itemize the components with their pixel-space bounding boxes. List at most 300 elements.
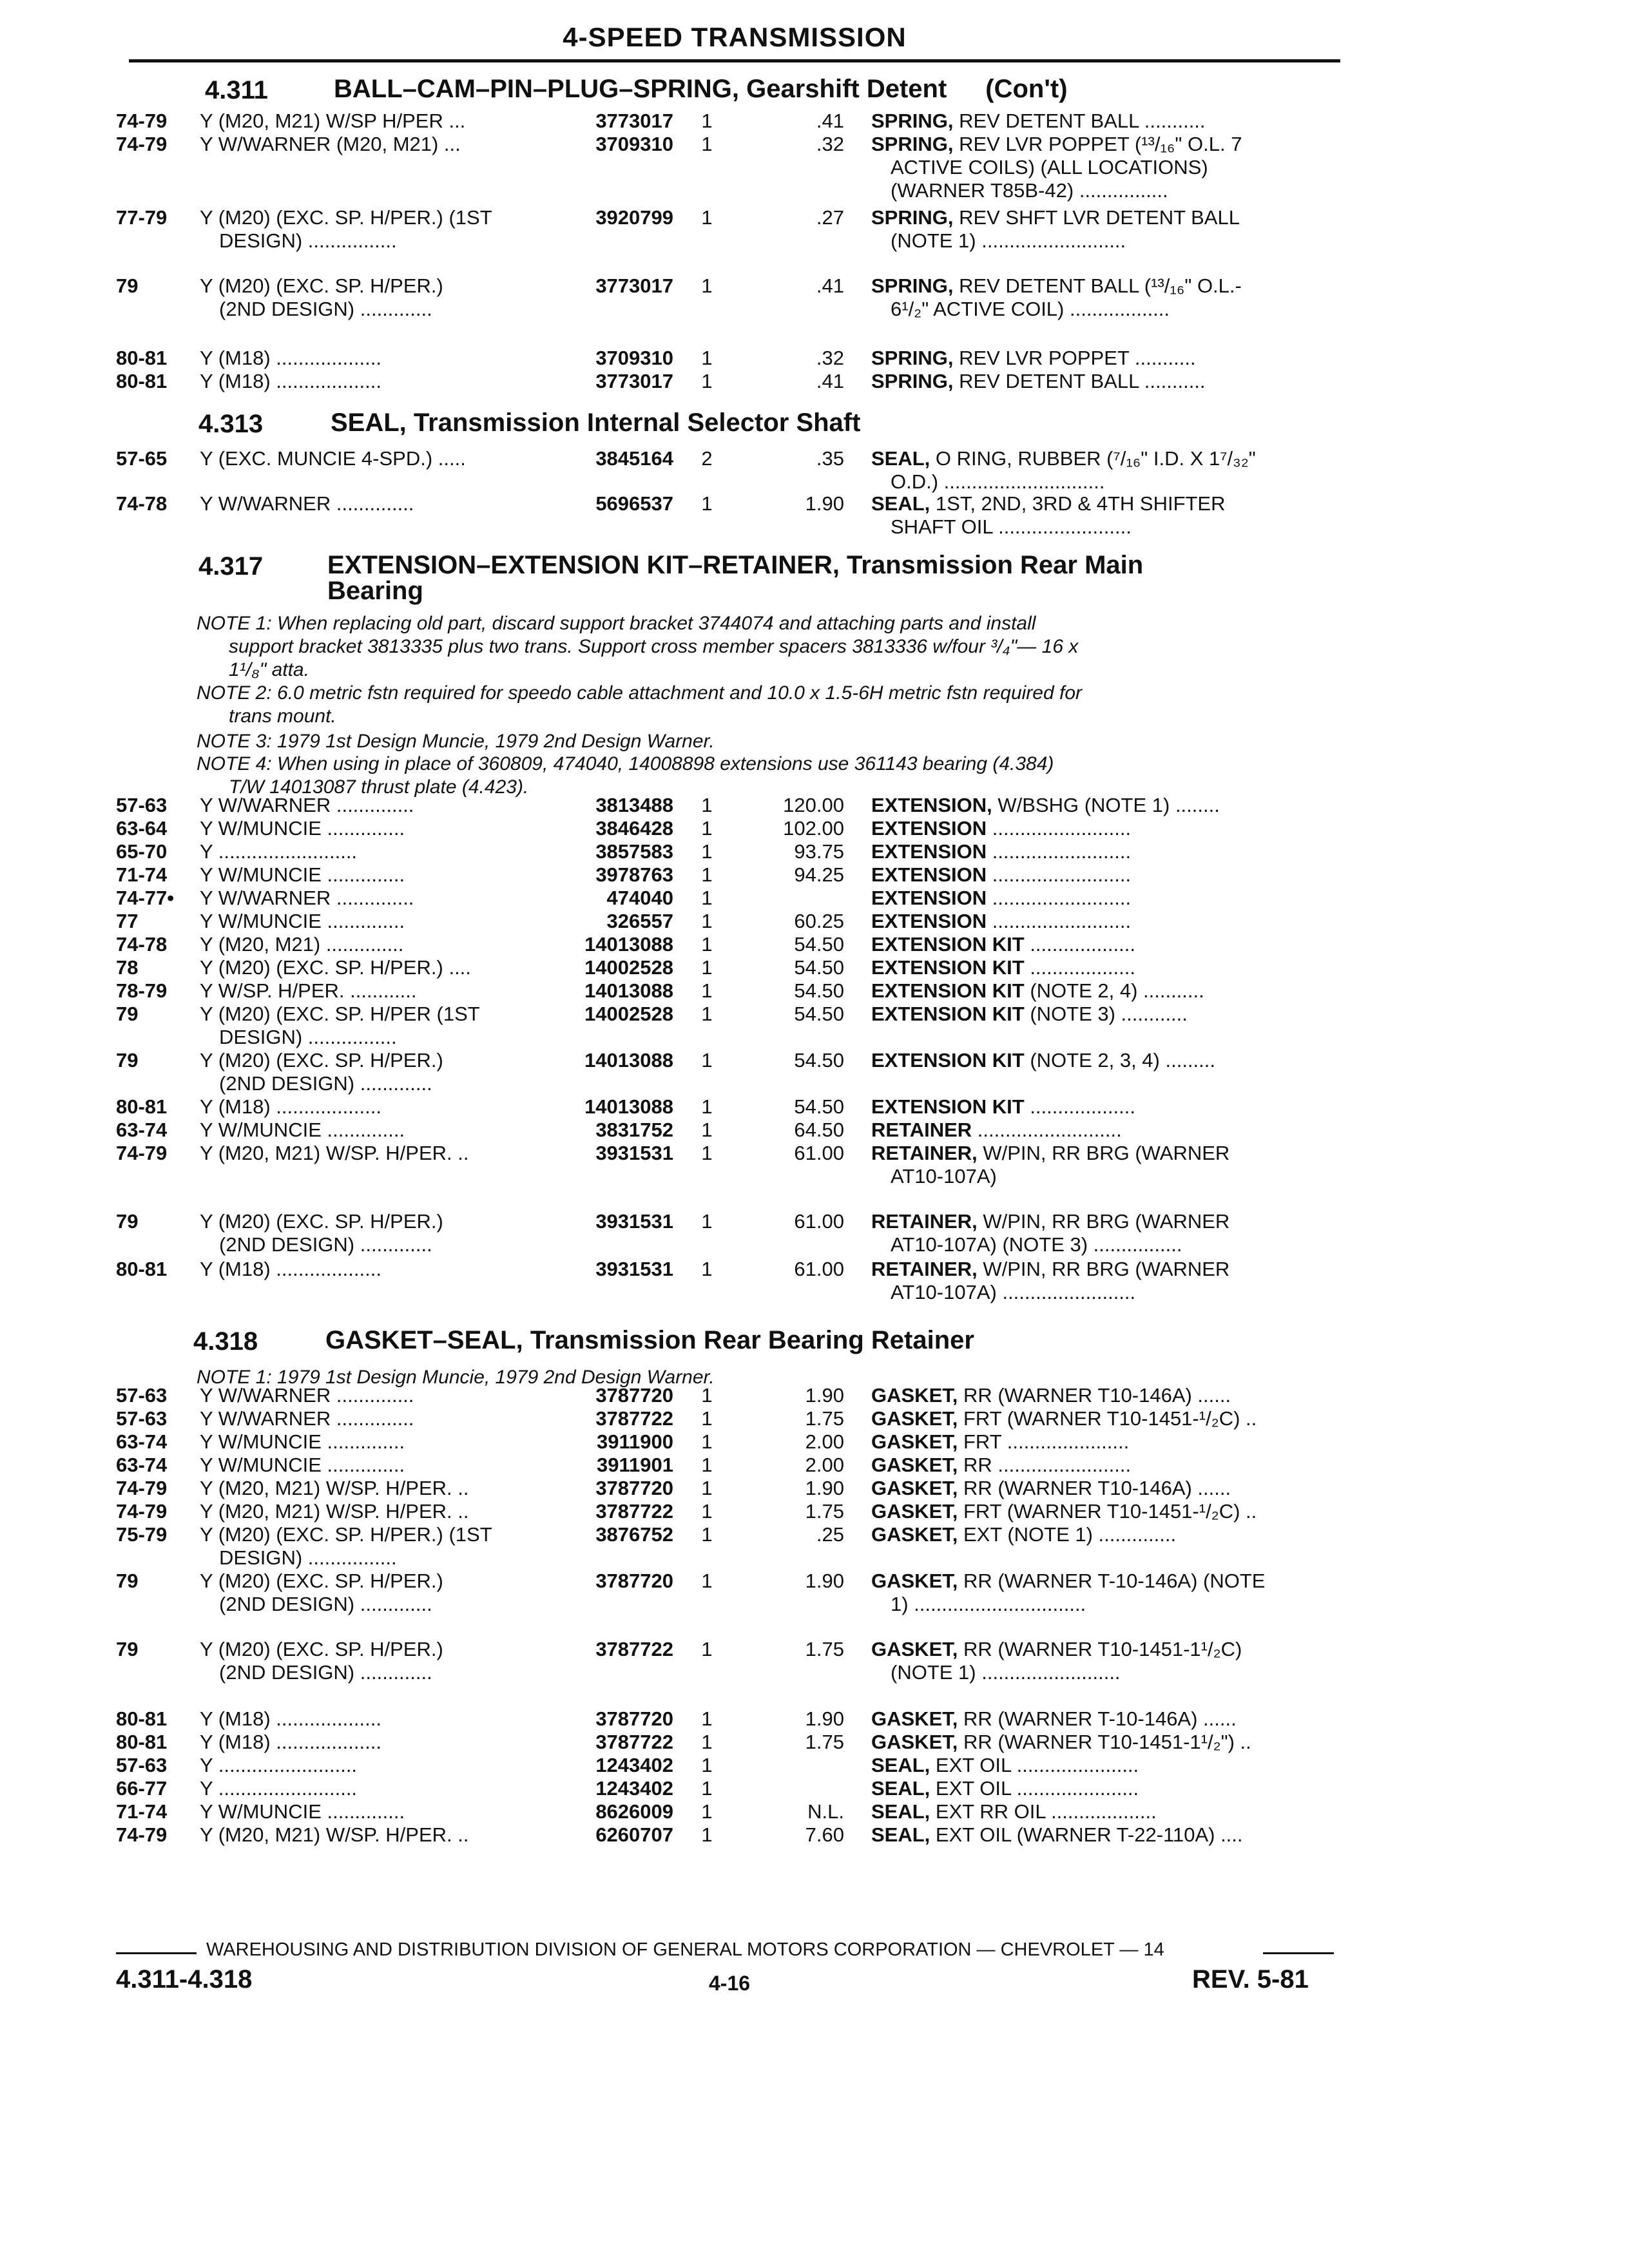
application bbox=[200, 1570, 541, 1616]
description-detail: ................... bbox=[1024, 1095, 1135, 1118]
application bbox=[200, 1095, 541, 1119]
note bbox=[197, 753, 1054, 799]
application bbox=[200, 492, 541, 515]
description-detail: W/PIN, RR BRG (WARNER bbox=[977, 1258, 1230, 1280]
application bbox=[200, 274, 541, 321]
model-years: 74-78 bbox=[116, 492, 168, 515]
description-noun: GASKET, bbox=[871, 1500, 958, 1523]
description-detail: EXT (NOTE 1) .............. bbox=[958, 1523, 1177, 1546]
application-line: Y (M20) (EXC. SP. H/PER.) bbox=[200, 1049, 443, 1072]
quantity: 1 bbox=[701, 840, 713, 863]
part-number: 3773017 bbox=[595, 110, 673, 132]
quantity: 1 bbox=[701, 1523, 713, 1546]
description-noun: RETAINER, bbox=[871, 1258, 978, 1280]
quantity: 1 bbox=[701, 1407, 713, 1430]
description-detail: ......................... bbox=[987, 910, 1132, 932]
quantity: 1 bbox=[701, 817, 713, 840]
description-line bbox=[871, 863, 1342, 887]
description-line bbox=[871, 1754, 1342, 1777]
description bbox=[871, 1430, 1342, 1454]
part-number: 3787720 bbox=[595, 1570, 673, 1592]
price: 102.00 bbox=[783, 817, 844, 840]
description-noun: SPRING, bbox=[871, 133, 954, 155]
note-line: NOTE 1: When replacing old part, discard support bracket 3744074 and attaching parts and install bbox=[197, 613, 1036, 634]
model-years: 74-79 bbox=[116, 1477, 168, 1499]
application-line-2: DESIGN) ................ bbox=[219, 229, 397, 252]
model-years: 63-74 bbox=[116, 1119, 168, 1141]
description-line bbox=[871, 274, 1342, 298]
description-detail: (NOTE 2, 3, 4) ......... bbox=[1024, 1049, 1215, 1072]
application bbox=[200, 370, 541, 393]
description-noun: EXTENSION KIT bbox=[871, 1049, 1025, 1072]
description-noun: SEAL, bbox=[871, 1823, 930, 1846]
model-years: 65-70 bbox=[116, 840, 168, 863]
quantity: 2 bbox=[701, 447, 713, 470]
model-years: 79 bbox=[116, 1049, 139, 1072]
description-detail: RR (WARNER T10-1451-1¹/₂") .. bbox=[958, 1731, 1251, 1753]
description bbox=[871, 206, 1342, 253]
price: 64.50 bbox=[794, 1119, 844, 1141]
application-line: Y W/WARNER .............. bbox=[200, 1384, 414, 1407]
description bbox=[871, 1800, 1342, 1823]
description-detail: .......................... bbox=[972, 1119, 1122, 1141]
part-number: 326557 bbox=[606, 910, 673, 932]
model-years: 71-74 bbox=[116, 1800, 168, 1823]
application-line: Y (M20, M21) W/SP. H/PER. .. bbox=[200, 1823, 469, 1846]
application-line: Y (M20) (EXC. SP. H/PER (1ST bbox=[200, 1003, 480, 1025]
description-line bbox=[871, 933, 1342, 956]
section-number: 4.318 bbox=[193, 1327, 258, 1356]
section-title: GASKET–SEAL, Transmission Rear Bearing Retainer bbox=[325, 1326, 974, 1354]
description-detail: REV DETENT BALL ........... bbox=[953, 370, 1206, 392]
description-noun: EXTENSION KIT bbox=[871, 1003, 1025, 1025]
description bbox=[871, 817, 1342, 840]
model-years: 74-79 bbox=[116, 1142, 168, 1164]
model-years: 77-79 bbox=[116, 206, 168, 229]
price: 61.00 bbox=[794, 1210, 844, 1233]
application-line: Y W/MUNCIE .............. bbox=[200, 1454, 405, 1476]
model-years: 57-63 bbox=[116, 1384, 168, 1407]
price: 7.60 bbox=[805, 1823, 844, 1846]
application-line: Y (M20, M21) W/SP. H/PER. .. bbox=[200, 1500, 469, 1523]
description-detail: REV DETENT BALL (¹³/₁₆" O.L.- bbox=[953, 274, 1242, 297]
application bbox=[200, 1523, 541, 1570]
model-years: 63-74 bbox=[116, 1430, 168, 1453]
description bbox=[871, 370, 1342, 393]
description-line bbox=[871, 817, 1342, 840]
description-noun: SPRING, bbox=[871, 110, 954, 132]
description-noun: SPRING, bbox=[871, 370, 954, 392]
application-line-2: (2ND DESIGN) ............. bbox=[219, 1593, 432, 1615]
model-years: 79 bbox=[116, 1003, 139, 1025]
quantity: 1 bbox=[701, 1477, 713, 1499]
application bbox=[200, 910, 541, 933]
description-line bbox=[871, 794, 1342, 817]
part-number: 3931531 bbox=[595, 1210, 673, 1233]
description-detail: W/BSHG (NOTE 1) ........ bbox=[992, 794, 1220, 816]
quantity: 1 bbox=[701, 1500, 713, 1523]
application bbox=[200, 794, 541, 817]
description-line bbox=[871, 1731, 1342, 1754]
application-line: Y (M20) (EXC. SP. H/PER.) (1ST bbox=[200, 206, 492, 229]
description-noun: EXTENSION bbox=[871, 863, 987, 886]
price: 2.00 bbox=[805, 1454, 844, 1476]
description bbox=[871, 1823, 1342, 1847]
application-line: Y (M20) (EXC. SP. H/PER.) bbox=[200, 1570, 443, 1592]
description-detail: 1ST, 2ND, 3RD & 4TH SHIFTER bbox=[930, 492, 1226, 515]
description bbox=[871, 1095, 1342, 1119]
description-line-2: O.D.) ............................. bbox=[891, 470, 1105, 493]
quantity: 1 bbox=[701, 794, 713, 816]
description-noun: GASKET, bbox=[871, 1454, 958, 1476]
model-years: 63-74 bbox=[116, 1454, 168, 1476]
description-line bbox=[871, 887, 1342, 910]
application bbox=[200, 1800, 541, 1823]
price: .25 bbox=[816, 1523, 844, 1546]
part-number: 14013088 bbox=[584, 1049, 673, 1072]
quantity: 1 bbox=[701, 910, 713, 932]
application bbox=[200, 1142, 541, 1165]
note bbox=[197, 612, 1078, 682]
application bbox=[200, 1119, 541, 1142]
application bbox=[200, 1477, 541, 1500]
quantity: 1 bbox=[701, 863, 713, 886]
part-number: 8626009 bbox=[595, 1800, 673, 1823]
application-line-2: DESIGN) ................ bbox=[219, 1546, 397, 1569]
application bbox=[200, 447, 541, 470]
price: .32 bbox=[816, 133, 844, 155]
application bbox=[200, 956, 541, 979]
description-line bbox=[871, 1823, 1342, 1847]
application-line-2: (2ND DESIGN) ............. bbox=[219, 1072, 432, 1095]
application-line: Y W/WARNER .............. bbox=[200, 794, 414, 816]
description-noun: EXTENSION KIT bbox=[871, 956, 1025, 979]
description-noun: EXTENSION bbox=[871, 817, 987, 840]
description-noun: EXTENSION KIT bbox=[871, 933, 1025, 956]
description bbox=[871, 887, 1342, 910]
model-years: 80-81 bbox=[116, 1707, 168, 1730]
quantity: 1 bbox=[701, 1800, 713, 1823]
description-detail: EXT OIL ...................... bbox=[930, 1777, 1139, 1800]
application-line: Y W/WARNER .............. bbox=[200, 1407, 414, 1430]
description-detail: ......................... bbox=[987, 887, 1132, 909]
application-line: Y (M20, M21) .............. bbox=[200, 933, 404, 956]
description bbox=[871, 863, 1342, 887]
quantity: 1 bbox=[701, 956, 713, 979]
application-line: Y W/WARNER (M20, M21) ... bbox=[200, 133, 461, 155]
application bbox=[200, 1754, 541, 1777]
part-number: 3787720 bbox=[595, 1707, 673, 1730]
quantity: 1 bbox=[701, 133, 713, 155]
quantity: 1 bbox=[701, 1119, 713, 1141]
description-noun: RETAINER bbox=[871, 1119, 972, 1141]
description-detail: O RING, RUBBER (⁷/₁₆" I.D. X 1⁷/₃₂" bbox=[930, 447, 1256, 470]
description-line-2: SHAFT OIL ........................ bbox=[891, 515, 1132, 538]
quantity: 1 bbox=[701, 1823, 713, 1846]
application-line: Y (M18) ................... bbox=[200, 1707, 381, 1730]
description-noun: SEAL, bbox=[871, 492, 930, 515]
model-years: 57-63 bbox=[116, 794, 168, 816]
part-number: 5696537 bbox=[595, 492, 673, 515]
model-years: 63-64 bbox=[116, 817, 168, 840]
application-line: Y (M20) (EXC. SP. H/PER.) bbox=[200, 1210, 443, 1233]
application bbox=[200, 1258, 541, 1281]
description-line bbox=[871, 956, 1342, 979]
description-detail: FRT (WARNER T10-1451-¹/₂C) .. bbox=[958, 1500, 1257, 1523]
quantity: 1 bbox=[701, 1258, 713, 1280]
description-noun: SEAL, bbox=[871, 1754, 930, 1776]
part-number: 6260707 bbox=[595, 1823, 673, 1846]
part-number: 3813488 bbox=[595, 794, 673, 816]
description bbox=[871, 1500, 1342, 1523]
description-detail: REV LVR POPPET ........... bbox=[953, 347, 1196, 369]
description-noun: GASKET, bbox=[871, 1570, 958, 1592]
description-noun: GASKET, bbox=[871, 1731, 958, 1753]
description-detail: RR (WARNER T10-146A) ...... bbox=[958, 1384, 1231, 1407]
application bbox=[200, 1003, 541, 1049]
section-title: SEAL, Transmission Internal Selector Shaft bbox=[331, 408, 861, 437]
model-years: 57-65 bbox=[116, 447, 168, 470]
description-line-2: (NOTE 1) ......................... bbox=[891, 1661, 1121, 1684]
description bbox=[871, 1119, 1342, 1142]
price: .27 bbox=[816, 206, 844, 229]
price: 1.75 bbox=[805, 1731, 844, 1753]
description-line bbox=[871, 840, 1342, 863]
description-line bbox=[871, 1095, 1342, 1119]
description-line bbox=[871, 206, 1342, 229]
application bbox=[200, 840, 541, 863]
model-years: 77 bbox=[116, 910, 139, 932]
description-line-3: (WARNER T85B-42) ................ bbox=[891, 179, 1168, 202]
part-number: 3709310 bbox=[595, 133, 673, 155]
application bbox=[200, 133, 541, 156]
description-detail: ................... bbox=[1024, 933, 1135, 956]
price: 1.90 bbox=[805, 1477, 844, 1499]
description-noun: EXTENSION bbox=[871, 910, 987, 932]
description bbox=[871, 492, 1342, 539]
model-years: 79 bbox=[116, 1570, 139, 1592]
model-years: 78-79 bbox=[116, 979, 168, 1002]
description-detail: W/PIN, RR BRG (WARNER bbox=[977, 1210, 1230, 1233]
model-years: 57-63 bbox=[116, 1407, 168, 1430]
part-number: 3845164 bbox=[595, 447, 673, 470]
description bbox=[871, 347, 1342, 370]
note bbox=[197, 730, 715, 753]
application-line: Y (M18) ................... bbox=[200, 1731, 381, 1753]
application-line: Y (M18) ................... bbox=[200, 1095, 381, 1118]
description-line bbox=[871, 1142, 1342, 1165]
part-number: 3911900 bbox=[597, 1430, 673, 1453]
description-detail: EXT RR OIL ................... bbox=[930, 1800, 1157, 1823]
application bbox=[200, 1823, 541, 1847]
description bbox=[871, 110, 1342, 133]
application bbox=[200, 1500, 541, 1523]
description-line bbox=[871, 1258, 1342, 1281]
application bbox=[200, 863, 541, 887]
application-line: Y (M18) ................... bbox=[200, 1258, 381, 1280]
model-years: 80-81 bbox=[116, 1258, 168, 1280]
description-line-2: (NOTE 1) .......................... bbox=[891, 229, 1126, 252]
model-years: 79 bbox=[116, 1210, 139, 1233]
model-years: 80-81 bbox=[116, 370, 168, 392]
description-noun: SEAL, bbox=[871, 1800, 930, 1823]
price: 54.50 bbox=[794, 1095, 844, 1118]
section-title: BALL–CAM–PIN–PLUG–SPRING, Gearshift Detent bbox=[334, 75, 947, 103]
quantity: 1 bbox=[701, 1777, 713, 1800]
price: 1.90 bbox=[805, 1384, 844, 1407]
page-title: 4-SPEED TRANSMISSION bbox=[563, 22, 907, 52]
model-years: 75-79 bbox=[116, 1523, 168, 1546]
description-detail: FRT (WARNER T10-1451-¹/₂C) .. bbox=[958, 1407, 1257, 1430]
description bbox=[871, 1003, 1342, 1026]
description-line bbox=[871, 1477, 1342, 1500]
description bbox=[871, 1142, 1342, 1188]
price: 1.75 bbox=[805, 1500, 844, 1523]
application-line: Y W/WARNER .............. bbox=[200, 887, 414, 909]
note bbox=[197, 682, 1082, 728]
application-line: Y W/MUNCIE .............. bbox=[200, 1119, 405, 1141]
description-line bbox=[871, 1523, 1342, 1546]
price: N.L. bbox=[807, 1800, 844, 1823]
part-number: 3920799 bbox=[595, 206, 673, 229]
description-line bbox=[871, 1430, 1342, 1454]
application-line: Y W/SP. H/PER. ............ bbox=[200, 979, 417, 1002]
description-line bbox=[871, 1500, 1342, 1523]
model-years: 74-79 bbox=[116, 133, 168, 155]
description-line bbox=[871, 1570, 1342, 1593]
description-line bbox=[871, 447, 1342, 470]
description bbox=[871, 133, 1342, 202]
price: 2.00 bbox=[805, 1430, 844, 1453]
description-line bbox=[871, 1800, 1342, 1823]
description-detail: ................... bbox=[1024, 956, 1135, 979]
price: 94.25 bbox=[794, 863, 844, 886]
model-years: 78 bbox=[116, 956, 139, 979]
description bbox=[871, 1754, 1342, 1777]
note-line-2: T/W 14013087 thrust plate (4.423). bbox=[229, 776, 529, 798]
part-number: 14002528 bbox=[584, 1003, 673, 1025]
quantity: 1 bbox=[701, 1707, 713, 1730]
quantity: 1 bbox=[701, 206, 713, 229]
part-number: 3787722 bbox=[595, 1500, 673, 1523]
quantity: 1 bbox=[701, 1049, 713, 1072]
description bbox=[871, 1258, 1342, 1304]
application-line: Y (M20) (EXC. SP. H/PER.) bbox=[200, 1638, 443, 1660]
price: 1.90 bbox=[805, 1707, 844, 1730]
footer-section-range: 4.311-4.318 bbox=[116, 1965, 253, 1994]
application bbox=[200, 1707, 541, 1731]
model-years: 79 bbox=[116, 1638, 139, 1660]
part-number: 14013088 bbox=[584, 1095, 673, 1118]
description-noun: GASKET, bbox=[871, 1407, 958, 1430]
application bbox=[200, 1638, 541, 1684]
application bbox=[200, 1454, 541, 1477]
description-detail: ......................... bbox=[987, 840, 1132, 863]
description bbox=[871, 1707, 1342, 1731]
price: 120.00 bbox=[783, 794, 844, 816]
price: 54.50 bbox=[794, 933, 844, 956]
description bbox=[871, 1210, 1342, 1256]
part-number: 3876752 bbox=[595, 1523, 673, 1546]
price: 54.50 bbox=[794, 979, 844, 1002]
description-line bbox=[871, 910, 1342, 933]
application bbox=[200, 1777, 541, 1800]
description bbox=[871, 1454, 1342, 1477]
description-line bbox=[871, 110, 1342, 133]
description-line bbox=[871, 1003, 1342, 1026]
section-title: EXTENSION–EXTENSION KIT–RETAINER, Transmission Rear Main bbox=[327, 551, 1144, 579]
description-detail: (NOTE 2, 4) ........... bbox=[1024, 979, 1204, 1002]
description-detail: W/PIN, RR BRG (WARNER bbox=[977, 1142, 1230, 1164]
part-number: 3787722 bbox=[595, 1407, 673, 1430]
description-detail: RR (WARNER T-10-146A) (NOTE bbox=[958, 1570, 1266, 1592]
price: 93.75 bbox=[794, 840, 844, 863]
description-detail: RR (WARNER T-10-146A) ...... bbox=[958, 1707, 1237, 1730]
quantity: 1 bbox=[701, 1142, 713, 1164]
quantity: 1 bbox=[701, 274, 713, 297]
description-detail: RR (WARNER T10-146A) ...... bbox=[958, 1477, 1231, 1499]
description bbox=[871, 1777, 1342, 1800]
application-line: Y (M20) (EXC. SP. H/PER.) (1ST bbox=[200, 1523, 492, 1546]
quantity: 1 bbox=[701, 887, 713, 909]
description-detail: ......................... bbox=[987, 817, 1132, 840]
note-line-3: 1¹/₈" atta. bbox=[229, 659, 309, 680]
description bbox=[871, 1638, 1342, 1684]
description-line bbox=[871, 347, 1342, 370]
description bbox=[871, 1049, 1342, 1072]
part-number: 3857583 bbox=[595, 840, 673, 863]
description bbox=[871, 1570, 1342, 1616]
price: .32 bbox=[816, 347, 844, 369]
application bbox=[200, 1407, 541, 1430]
model-years: 57-63 bbox=[116, 1754, 168, 1776]
model-years: 79 bbox=[116, 274, 139, 297]
description bbox=[871, 447, 1342, 494]
model-years: 71-74 bbox=[116, 863, 168, 886]
part-number: 3831752 bbox=[595, 1119, 673, 1141]
application-line-2: (2ND DESIGN) ............. bbox=[219, 298, 432, 320]
part-number: 1243402 bbox=[595, 1777, 673, 1800]
quantity: 1 bbox=[701, 1638, 713, 1660]
model-years: 74-77• bbox=[116, 887, 175, 909]
application-line: Y (EXC. MUNCIE 4-SPD.) ..... bbox=[200, 447, 466, 470]
description bbox=[871, 1731, 1342, 1754]
description-line bbox=[871, 1454, 1342, 1477]
note-line: NOTE 2: 6.0 metric fstn required for speedo cable attachment and 10.0 x 1.5-6H metric fstn required for bbox=[197, 682, 1082, 704]
description bbox=[871, 1477, 1342, 1500]
application-line: Y ......................... bbox=[200, 1777, 358, 1800]
description-line bbox=[871, 1638, 1342, 1661]
note-line: NOTE 4: When using in place of 360809, 474040, 14008898 extensions use 361143 bearing (4.384) bbox=[197, 753, 1054, 774]
description-line bbox=[871, 979, 1342, 1003]
price: 1.75 bbox=[805, 1638, 844, 1660]
description bbox=[871, 979, 1342, 1003]
application bbox=[200, 817, 541, 840]
part-number: 14013088 bbox=[584, 933, 673, 956]
footer-publisher: WAREHOUSING AND DISTRIBUTION DIVISION OF GENERAL MOTORS CORPORATION — CHEVROLET — 14 bbox=[206, 1939, 1164, 1960]
description-noun: GASKET, bbox=[871, 1707, 958, 1730]
note-line: NOTE 3: 1979 1st Design Muncie, 1979 2nd Design Warner. bbox=[197, 731, 715, 752]
description bbox=[871, 956, 1342, 979]
footer-revision: REV. 5-81 bbox=[1192, 1965, 1309, 1994]
price: 1.90 bbox=[805, 1570, 844, 1592]
part-number: 1243402 bbox=[595, 1754, 673, 1776]
description-line-2: ACTIVE COILS) (ALL LOCATIONS) bbox=[891, 156, 1208, 178]
quantity: 1 bbox=[701, 370, 713, 392]
application-line: Y W/MUNCIE .............. bbox=[200, 1430, 405, 1453]
application-line: Y (M20) (EXC. SP. H/PER.) .... bbox=[200, 956, 471, 979]
description-line bbox=[871, 1707, 1342, 1731]
